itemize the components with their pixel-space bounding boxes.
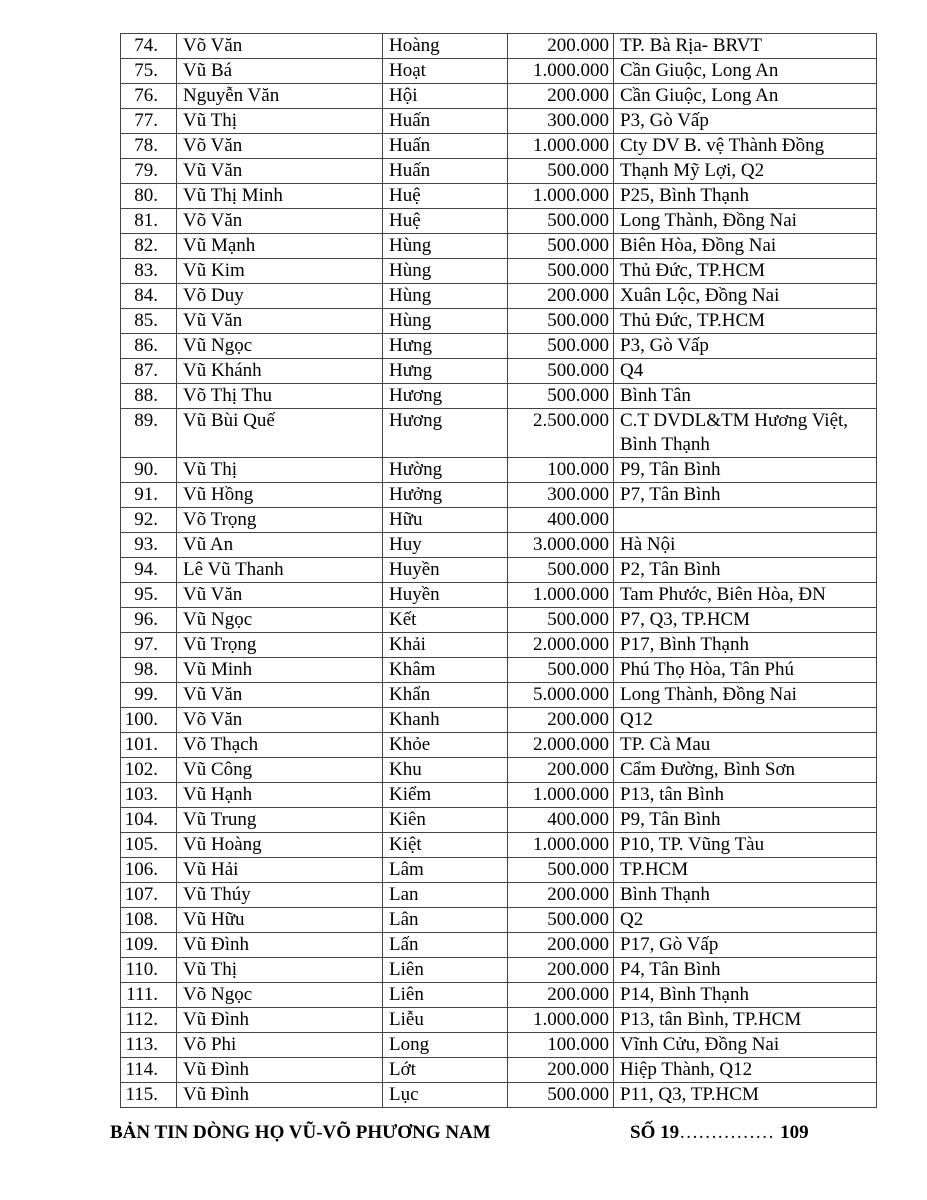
given-name-cell: Hưng bbox=[383, 359, 508, 384]
surname-cell: Vũ Văn bbox=[177, 583, 383, 608]
row-number: 98. bbox=[121, 658, 177, 683]
amount-cell: 1.000.000 bbox=[508, 1008, 614, 1033]
surname-cell: Vũ Thị bbox=[177, 109, 383, 134]
surname-cell: Vũ Đình bbox=[177, 1058, 383, 1083]
address-cell: Long Thành, Đồng Nai bbox=[614, 683, 877, 708]
given-name-cell: Hưởng bbox=[383, 483, 508, 508]
given-name-cell: Huyền bbox=[383, 558, 508, 583]
given-name-cell: Kiệt bbox=[383, 833, 508, 858]
given-name-cell: Long bbox=[383, 1033, 508, 1058]
table-row bbox=[121, 983, 877, 1008]
surname-cell: Võ Ngọc bbox=[177, 983, 383, 1008]
table-row bbox=[121, 583, 877, 608]
amount-cell: 300.000 bbox=[508, 483, 614, 508]
page-number: 109 bbox=[780, 1122, 809, 1143]
table-row bbox=[121, 1058, 877, 1083]
given-name-cell: Hương bbox=[383, 384, 508, 409]
table-row bbox=[121, 958, 877, 983]
address-cell: P10, TP. Vũng Tàu bbox=[614, 833, 877, 858]
address-cell: C.T DVDL&TM Hương Việt, Bình Thạnh bbox=[614, 409, 877, 458]
amount-cell: 500.000 bbox=[508, 159, 614, 184]
table-row bbox=[121, 59, 877, 84]
table-row bbox=[121, 109, 877, 134]
amount-cell: 200.000 bbox=[508, 983, 614, 1008]
amount-cell: 500.000 bbox=[508, 608, 614, 633]
table-row bbox=[121, 1033, 877, 1058]
amount-cell: 200.000 bbox=[508, 84, 614, 109]
address-cell: Phú Thọ Hòa, Tân Phú bbox=[614, 658, 877, 683]
amount-cell: 2.000.000 bbox=[508, 633, 614, 658]
table-row bbox=[121, 733, 877, 758]
amount-cell: 500.000 bbox=[508, 234, 614, 259]
surname-cell: Vũ Mạnh bbox=[177, 234, 383, 259]
given-name-cell: Liên bbox=[383, 958, 508, 983]
surname-cell: Vũ Đình bbox=[177, 1083, 383, 1108]
given-name-cell: Kiên bbox=[383, 808, 508, 833]
address-cell: Tam Phước, Biên Hòa, ĐN bbox=[614, 583, 877, 608]
surname-cell: Võ Văn bbox=[177, 209, 383, 234]
row-number: 78. bbox=[121, 134, 177, 159]
given-name-cell: Huấn bbox=[383, 109, 508, 134]
table-row bbox=[121, 209, 877, 234]
surname-cell: Vũ Khánh bbox=[177, 359, 383, 384]
amount-cell: 500.000 bbox=[508, 309, 614, 334]
row-number: 87. bbox=[121, 359, 177, 384]
address-cell: P7, Tân Bình bbox=[614, 483, 877, 508]
address-cell: Thạnh Mỹ Lợi, Q2 bbox=[614, 159, 877, 184]
row-number: 82. bbox=[121, 234, 177, 259]
given-name-cell: Hùng bbox=[383, 309, 508, 334]
table-row bbox=[121, 1008, 877, 1033]
table-row bbox=[121, 409, 877, 458]
amount-cell: 1.000.000 bbox=[508, 184, 614, 209]
given-name-cell: Lân bbox=[383, 908, 508, 933]
amount-cell: 500.000 bbox=[508, 1083, 614, 1108]
surname-cell: Vũ Bá bbox=[177, 59, 383, 84]
address-cell: TP.HCM bbox=[614, 858, 877, 883]
amount-cell: 200.000 bbox=[508, 284, 614, 309]
given-name-cell: Hùng bbox=[383, 284, 508, 309]
table-row bbox=[121, 658, 877, 683]
amount-cell: 200.000 bbox=[508, 933, 614, 958]
address-cell: P17, Gò Vấp bbox=[614, 933, 877, 958]
surname-cell: Vũ Văn bbox=[177, 159, 383, 184]
table-row bbox=[121, 483, 877, 508]
address-cell: P3, Gò Vấp bbox=[614, 334, 877, 359]
row-number: 105. bbox=[121, 833, 177, 858]
row-number: 94. bbox=[121, 558, 177, 583]
row-number: 90. bbox=[121, 458, 177, 483]
surname-cell: Vũ Hạnh bbox=[177, 783, 383, 808]
address-cell: Bình Tân bbox=[614, 384, 877, 409]
address-cell: Cty DV B. vệ Thành Đồng bbox=[614, 134, 877, 159]
address-cell: Hiệp Thành, Q12 bbox=[614, 1058, 877, 1083]
address-cell: Bình Thạnh bbox=[614, 883, 877, 908]
amount-cell: 1.000.000 bbox=[508, 783, 614, 808]
donor-table-body bbox=[121, 34, 877, 1108]
address-cell: Cần Giuộc, Long An bbox=[614, 59, 877, 84]
row-number: 108. bbox=[121, 908, 177, 933]
given-name-cell: Khanh bbox=[383, 708, 508, 733]
row-number: 111. bbox=[121, 983, 177, 1008]
surname-cell: Vũ Minh bbox=[177, 658, 383, 683]
given-name-cell: Khẩn bbox=[383, 683, 508, 708]
table-row bbox=[121, 259, 877, 284]
given-name-cell: Hường bbox=[383, 458, 508, 483]
row-number: 88. bbox=[121, 384, 177, 409]
address-cell: P7, Q3, TP.HCM bbox=[614, 608, 877, 633]
table-row bbox=[121, 908, 877, 933]
surname-cell: Vũ Văn bbox=[177, 309, 383, 334]
amount-cell: 500.000 bbox=[508, 908, 614, 933]
address-cell: P11, Q3, TP.HCM bbox=[614, 1083, 877, 1108]
surname-cell: Vũ Trọng bbox=[177, 633, 383, 658]
row-number: 112. bbox=[121, 1008, 177, 1033]
surname-cell: Vũ Văn bbox=[177, 683, 383, 708]
address-cell: P25, Bình Thạnh bbox=[614, 184, 877, 209]
address-cell bbox=[614, 508, 877, 533]
table-row bbox=[121, 334, 877, 359]
given-name-cell: Hoàng bbox=[383, 34, 508, 59]
table-row bbox=[121, 309, 877, 334]
surname-cell: Vũ An bbox=[177, 533, 383, 558]
surname-cell: Vũ Thị bbox=[177, 458, 383, 483]
surname-cell: Vũ Hồng bbox=[177, 483, 383, 508]
amount-cell: 500.000 bbox=[508, 384, 614, 409]
amount-cell: 2.000.000 bbox=[508, 733, 614, 758]
row-number: 75. bbox=[121, 59, 177, 84]
given-name-cell: Huy bbox=[383, 533, 508, 558]
row-number: 85. bbox=[121, 309, 177, 334]
table-row bbox=[121, 608, 877, 633]
given-name-cell: Hùng bbox=[383, 234, 508, 259]
amount-cell: 200.000 bbox=[508, 1058, 614, 1083]
address-cell: P14, Bình Thạnh bbox=[614, 983, 877, 1008]
surname-cell: Vũ Thị bbox=[177, 958, 383, 983]
row-number: 83. bbox=[121, 259, 177, 284]
row-number: 80. bbox=[121, 184, 177, 209]
table-row bbox=[121, 808, 877, 833]
row-number: 115. bbox=[121, 1083, 177, 1108]
table-row bbox=[121, 933, 877, 958]
row-number: 84. bbox=[121, 284, 177, 309]
row-number: 109. bbox=[121, 933, 177, 958]
row-number: 106. bbox=[121, 858, 177, 883]
address-cell: P13, tân Bình, TP.HCM bbox=[614, 1008, 877, 1033]
amount-cell: 200.000 bbox=[508, 758, 614, 783]
table-row bbox=[121, 84, 877, 109]
address-cell: Q4 bbox=[614, 359, 877, 384]
table-row bbox=[121, 558, 877, 583]
surname-cell: Võ Thị Thu bbox=[177, 384, 383, 409]
amount-cell: 1.000.000 bbox=[508, 833, 614, 858]
given-name-cell: Khỏe bbox=[383, 733, 508, 758]
row-number: 103. bbox=[121, 783, 177, 808]
surname-cell: Võ Trọng bbox=[177, 508, 383, 533]
table-row bbox=[121, 159, 877, 184]
table-row bbox=[121, 34, 877, 59]
amount-cell: 200.000 bbox=[508, 958, 614, 983]
amount-cell: 200.000 bbox=[508, 34, 614, 59]
row-number: 97. bbox=[121, 633, 177, 658]
table-row bbox=[121, 533, 877, 558]
amount-cell: 500.000 bbox=[508, 334, 614, 359]
surname-cell: Vũ Bùi Quế bbox=[177, 409, 383, 458]
given-name-cell: Hữu bbox=[383, 508, 508, 533]
surname-cell: Vũ Ngọc bbox=[177, 334, 383, 359]
table-row bbox=[121, 234, 877, 259]
row-number: 77. bbox=[121, 109, 177, 134]
address-cell: Hà Nội bbox=[614, 533, 877, 558]
given-name-cell: Huệ bbox=[383, 184, 508, 209]
given-name-cell: Hội bbox=[383, 84, 508, 109]
surname-cell: Võ Duy bbox=[177, 284, 383, 309]
row-number: 96. bbox=[121, 608, 177, 633]
amount-cell: 400.000 bbox=[508, 808, 614, 833]
address-cell: Q2 bbox=[614, 908, 877, 933]
row-number: 102. bbox=[121, 758, 177, 783]
row-number: 89. bbox=[121, 409, 177, 458]
address-cell: P13, tân Bình bbox=[614, 783, 877, 808]
address-cell: Biên Hòa, Đồng Nai bbox=[614, 234, 877, 259]
amount-cell: 500.000 bbox=[508, 359, 614, 384]
row-number: 110. bbox=[121, 958, 177, 983]
surname-cell: Võ Văn bbox=[177, 34, 383, 59]
row-number: 107. bbox=[121, 883, 177, 908]
table-row bbox=[121, 683, 877, 708]
amount-cell: 500.000 bbox=[508, 558, 614, 583]
address-cell: Vĩnh Cửu, Đồng Nai bbox=[614, 1033, 877, 1058]
given-name-cell: Hương bbox=[383, 409, 508, 458]
table-row bbox=[121, 883, 877, 908]
given-name-cell: Lục bbox=[383, 1083, 508, 1108]
page-footer bbox=[110, 1122, 850, 1148]
surname-cell: Vũ Thúy bbox=[177, 883, 383, 908]
row-number: 92. bbox=[121, 508, 177, 533]
given-name-cell: Huấn bbox=[383, 134, 508, 159]
surname-cell: Võ Văn bbox=[177, 134, 383, 159]
newsletter-title: BẢN TIN DÒNG HỌ VŨ-VÕ PHƯƠNG NAM bbox=[110, 1122, 491, 1143]
amount-cell: 300.000 bbox=[508, 109, 614, 134]
amount-cell: 200.000 bbox=[508, 708, 614, 733]
table-row bbox=[121, 783, 877, 808]
row-number: 104. bbox=[121, 808, 177, 833]
row-number: 74. bbox=[121, 34, 177, 59]
given-name-cell: Lâm bbox=[383, 858, 508, 883]
amount-cell: 400.000 bbox=[508, 508, 614, 533]
leader-dots: …………… bbox=[679, 1122, 775, 1143]
amount-cell: 500.000 bbox=[508, 259, 614, 284]
address-cell: Thủ Đức, TP.HCM bbox=[614, 259, 877, 284]
given-name-cell: Huyền bbox=[383, 583, 508, 608]
address-cell: P3, Gò Vấp bbox=[614, 109, 877, 134]
donor-table bbox=[120, 33, 877, 1108]
surname-cell: Nguyễn Văn bbox=[177, 84, 383, 109]
table-row bbox=[121, 359, 877, 384]
given-name-cell: Liễu bbox=[383, 1008, 508, 1033]
row-number: 113. bbox=[121, 1033, 177, 1058]
surname-cell: Vũ Đình bbox=[177, 1008, 383, 1033]
surname-cell: Vũ Hữu bbox=[177, 908, 383, 933]
address-cell: P4, Tân Bình bbox=[614, 958, 877, 983]
table-row bbox=[121, 508, 877, 533]
row-number: 93. bbox=[121, 533, 177, 558]
surname-cell: Võ Văn bbox=[177, 708, 383, 733]
address-cell: P17, Bình Thạnh bbox=[614, 633, 877, 658]
row-number: 99. bbox=[121, 683, 177, 708]
table-row bbox=[121, 708, 877, 733]
surname-cell: Vũ Kim bbox=[177, 259, 383, 284]
given-name-cell: Khải bbox=[383, 633, 508, 658]
amount-cell: 1.000.000 bbox=[508, 59, 614, 84]
given-name-cell: Khâm bbox=[383, 658, 508, 683]
row-number: 95. bbox=[121, 583, 177, 608]
address-cell: P2, Tân Bình bbox=[614, 558, 877, 583]
address-cell: Xuân Lộc, Đồng Nai bbox=[614, 284, 877, 309]
amount-cell: 500.000 bbox=[508, 858, 614, 883]
given-name-cell: Kiểm bbox=[383, 783, 508, 808]
issue-number: SỐ 19 bbox=[630, 1122, 680, 1143]
surname-cell: Vũ Hoàng bbox=[177, 833, 383, 858]
surname-cell: Vũ Công bbox=[177, 758, 383, 783]
surname-cell: Lê Vũ Thanh bbox=[177, 558, 383, 583]
row-number: 91. bbox=[121, 483, 177, 508]
amount-cell: 1.000.000 bbox=[508, 583, 614, 608]
amount-cell: 500.000 bbox=[508, 658, 614, 683]
given-name-cell: Lan bbox=[383, 883, 508, 908]
address-cell: P9, Tân Bình bbox=[614, 458, 877, 483]
issue-info bbox=[630, 1122, 809, 1144]
table-row bbox=[121, 184, 877, 209]
address-cell: TP. Bà Rịa- BRVT bbox=[614, 34, 877, 59]
amount-cell: 5.000.000 bbox=[508, 683, 614, 708]
address-cell: Cần Giuộc, Long An bbox=[614, 84, 877, 109]
amount-cell: 100.000 bbox=[508, 458, 614, 483]
amount-cell: 100.000 bbox=[508, 1033, 614, 1058]
table-row bbox=[121, 858, 877, 883]
table-row bbox=[121, 134, 877, 159]
row-number: 100. bbox=[121, 708, 177, 733]
surname-cell: Võ Phi bbox=[177, 1033, 383, 1058]
amount-cell: 3.000.000 bbox=[508, 533, 614, 558]
address-cell: Q12 bbox=[614, 708, 877, 733]
row-number: 81. bbox=[121, 209, 177, 234]
row-number: 114. bbox=[121, 1058, 177, 1083]
surname-cell: Vũ Ngọc bbox=[177, 608, 383, 633]
given-name-cell: Kết bbox=[383, 608, 508, 633]
surname-cell: Vũ Đình bbox=[177, 933, 383, 958]
given-name-cell: Lấn bbox=[383, 933, 508, 958]
address-cell: P9, Tân Bình bbox=[614, 808, 877, 833]
surname-cell: Vũ Thị Minh bbox=[177, 184, 383, 209]
given-name-cell: Lớt bbox=[383, 1058, 508, 1083]
table-row bbox=[121, 458, 877, 483]
table-row bbox=[121, 633, 877, 658]
surname-cell: Vũ Trung bbox=[177, 808, 383, 833]
row-number: 79. bbox=[121, 159, 177, 184]
address-cell: TP. Cà Mau bbox=[614, 733, 877, 758]
row-number: 101. bbox=[121, 733, 177, 758]
table-row bbox=[121, 384, 877, 409]
amount-cell: 200.000 bbox=[508, 883, 614, 908]
surname-cell: Vũ Hải bbox=[177, 858, 383, 883]
amount-cell: 2.500.000 bbox=[508, 409, 614, 458]
address-cell: Long Thành, Đồng Nai bbox=[614, 209, 877, 234]
given-name-cell: Liên bbox=[383, 983, 508, 1008]
amount-cell: 1.000.000 bbox=[508, 134, 614, 159]
amount-cell: 500.000 bbox=[508, 209, 614, 234]
row-number: 86. bbox=[121, 334, 177, 359]
given-name-cell: Khu bbox=[383, 758, 508, 783]
given-name-cell: Hưng bbox=[383, 334, 508, 359]
table-row bbox=[121, 758, 877, 783]
table-row bbox=[121, 284, 877, 309]
address-cell: Cẩm Đường, Bình Sơn bbox=[614, 758, 877, 783]
given-name-cell: Huệ bbox=[383, 209, 508, 234]
surname-cell: Võ Thạch bbox=[177, 733, 383, 758]
row-number: 76. bbox=[121, 84, 177, 109]
given-name-cell: Hoạt bbox=[383, 59, 508, 84]
table-row bbox=[121, 833, 877, 858]
table-row bbox=[121, 1083, 877, 1108]
given-name-cell: Hùng bbox=[383, 259, 508, 284]
given-name-cell: Huấn bbox=[383, 159, 508, 184]
address-cell: Thủ Đức, TP.HCM bbox=[614, 309, 877, 334]
